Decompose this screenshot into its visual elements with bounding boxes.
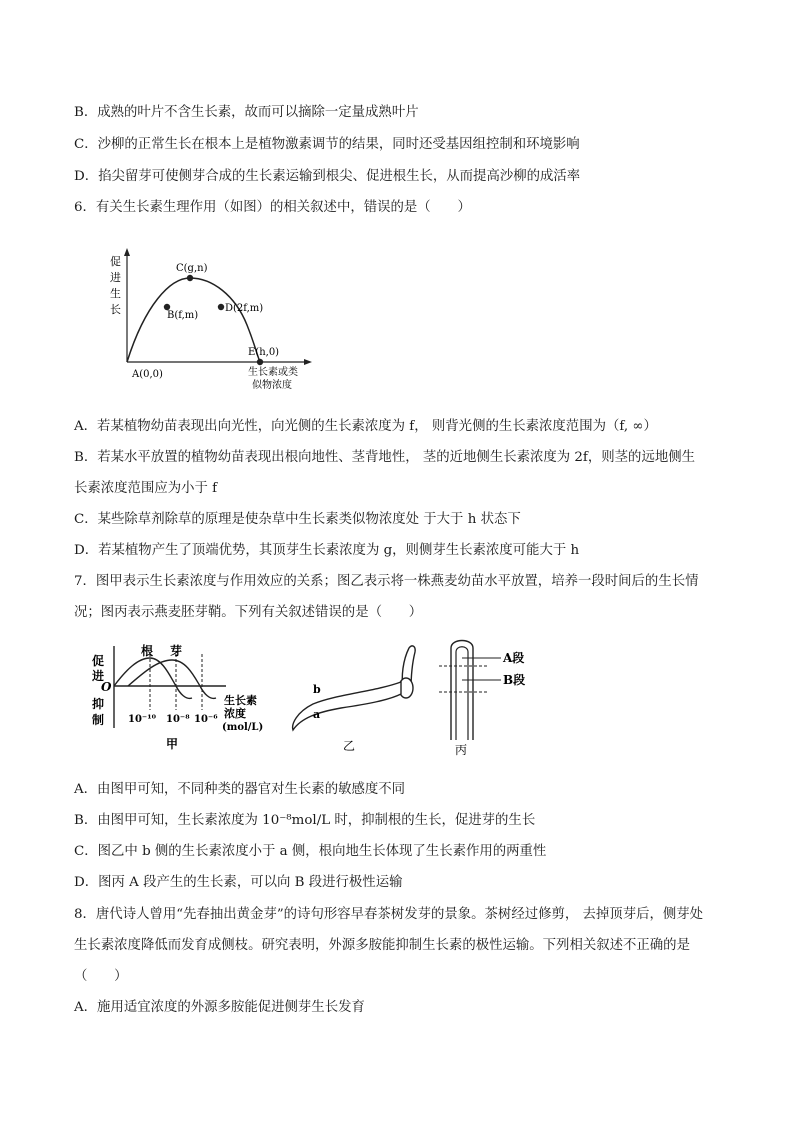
q8-stem-line3: （ ）: [74, 969, 128, 984]
q7-stem-line2: 况；图丙表示燕麦胚芽鞘。下列有关叙述错误的是（ ）: [74, 605, 423, 620]
q7-bing-coleoptile-inner: [456, 647, 468, 740]
q6-option-b-line1: B．若某水平放置的植物幼苗表现出根向地性、茎背地性， 茎的近地侧生长素浓度为 2f，则茎的远地侧生: [74, 450, 696, 465]
q7-bing-coleoptile-outer: [451, 641, 473, 741]
q6-y-label-4: 长: [110, 303, 121, 316]
q7-jia-bud-label: 芽: [170, 644, 183, 658]
q7-jia-tick-2: 10⁻⁸: [166, 714, 190, 725]
q7-jia-promote-1: 促: [92, 654, 105, 668]
q6-growth-curve-svg: [100, 245, 320, 395]
q6-point-c: [187, 275, 193, 281]
q7-bing-seg-b: B段: [503, 673, 526, 687]
q6-option-d: D．若某植物产生了顶端优势，其顶芽生长素浓度为 g，则侧芽生长素浓度可能大于 h: [74, 543, 580, 558]
q7-jia-xlabel-1: 生长素: [224, 694, 257, 707]
q6-point-e: [257, 359, 263, 365]
q7-jia-svg: [88, 640, 268, 760]
q7-figure-jia: [88, 640, 268, 760]
q8-stem-line2: 生长素浓度降低而发育成侧枝。研究表明，外源多胺能抑制生长素的极性运输。下列相关叙述不正确的是: [74, 938, 690, 953]
q7-yi-root: [293, 682, 401, 730]
q7-jia-promote-2: 进: [92, 669, 105, 683]
q7-jia-tick-1: 10⁻¹⁰: [128, 714, 156, 725]
q5-option-c: C．沙柳的正常生长在根本上是植物激素调节的结果，同时还受基因组控制和环境影响: [74, 137, 580, 152]
q8-option-a: A．施用适宜浓度的外源多胺能促进侧芽生长发育: [74, 1000, 365, 1015]
q6-y-label-1: 促: [110, 255, 121, 268]
q5-option-b: B．成熟的叶片不含生长素，故而可以摘除一定量成熟叶片: [74, 105, 419, 120]
q7-jia-xlabel-3: (mol/L): [222, 722, 264, 733]
q7-bing-caption: 丙: [455, 743, 468, 757]
q7-jia-caption: 甲: [166, 737, 179, 751]
q7-jia-inhibit-1: 抑: [92, 697, 105, 711]
q7-option-d: D．图丙 A 段产生的生长素，可以向 B 段进行极性运输: [74, 875, 403, 890]
q6-option-a: A．若某植物幼苗表现出向光性，向光侧的生长素浓度为 f， 则背光侧的生长素浓度范围为（f, ∞）: [74, 419, 657, 434]
q7-bing-seg-a: A段: [503, 651, 525, 665]
q7-yi-caption: 乙: [343, 739, 356, 753]
q7-jia-inhibit-2: 制: [92, 713, 105, 727]
q6-label-b: B(f,m): [167, 310, 199, 321]
q7-yi-svg: [283, 638, 428, 756]
q6-x-label-2: 似物浓度: [252, 380, 292, 391]
q7-bing-svg: [435, 636, 555, 758]
q6-stem: 6．有关生长素生理作用（如图）的相关叙述中，错误的是（ ）: [74, 200, 471, 215]
q5-option-d: D．掐尖留芽可使侧芽合成的生长素运输到根尖、促进根生长，从而提高沙柳的成活率: [74, 169, 581, 184]
q6-label-a: A(0,0): [132, 369, 163, 380]
q6-label-d: D(2f,m): [225, 303, 264, 314]
q6-label-e: E(h,0): [248, 347, 280, 358]
q6-x-label-1: 生长素或类: [248, 367, 298, 378]
q7-jia-root-curve: [114, 658, 192, 698]
q6-point-d: [218, 304, 224, 310]
q7-yi-label-a: a: [313, 708, 321, 721]
q6-figure: [100, 245, 320, 395]
q6-y-label-3: 生: [110, 287, 121, 300]
q7-jia-xlabel-2: 浓度: [224, 707, 246, 720]
q7-figure-yi: [283, 638, 428, 756]
q7-jia-root-label: 根: [141, 644, 154, 658]
q8-stem-line1: 8．唐代诗人曾用“先春抽出黄金芽”的诗句形容早春茶树发芽的景象。茶树经过修剪， 去掉顶芽后，侧芽处: [74, 907, 704, 922]
q7-yi-label-b: b: [313, 683, 321, 696]
q6-option-c: C．某些除草剂除草的原理是使杂草中生长素类似物浓度处 于大于 h 状态下: [74, 512, 521, 527]
q6-option-b-line2: 长素浓度范围应为小于 f: [74, 481, 218, 496]
q7-option-b: B．由图甲可知，生长素浓度为 10⁻⁸mol/L 时，抑制根的生长，促进芽的生长: [74, 813, 536, 828]
q7-jia-tick-3: 10⁻⁶: [194, 714, 218, 725]
q7-jia-origin: O: [101, 680, 112, 694]
q7-figure-bing: [435, 636, 555, 758]
q7-option-a: A．由图甲可知，不同种类的器官对生长素的敏感度不同: [74, 782, 406, 797]
q6-y-arrow: [124, 248, 130, 256]
q6-y-label-2: 进: [110, 271, 121, 284]
q7-stem-line1: 7．图甲表示生长素浓度与作用效应的关系；图乙表示将一株燕麦幼苗水平放置，培养一段时间后的生长情: [74, 574, 699, 589]
q6-label-c: C(g,n): [176, 263, 208, 274]
q6-x-arrow: [304, 359, 312, 365]
q7-option-c: C．图乙中 b 侧的生长素浓度小于 a 侧，根向地生长体现了生长素作用的两重性: [74, 844, 547, 859]
